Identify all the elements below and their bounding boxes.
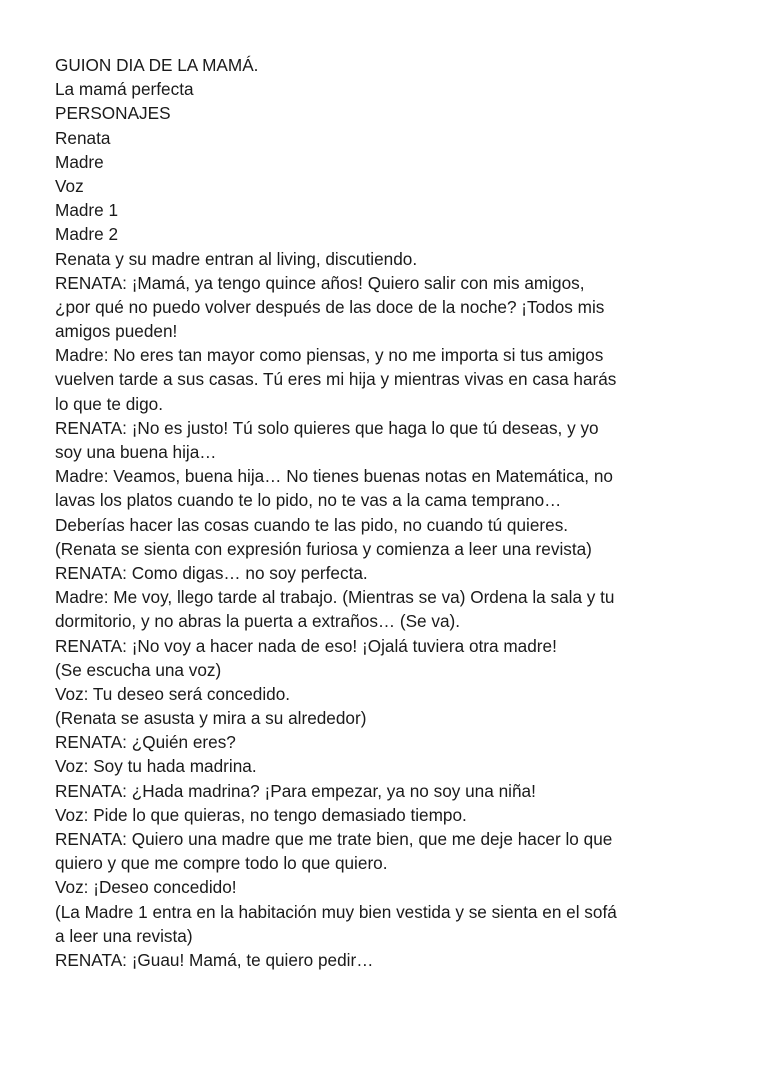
text-line: (Se escucha una voz) — [55, 659, 222, 680]
text-line: Renata — [55, 127, 111, 148]
text-line: quiero y que me compre todo lo que quiero. — [55, 853, 388, 874]
text-line: RENATA: Quiero una madre que me trate bien, que me deje hacer lo que — [55, 829, 613, 849]
text-line: RENATA: ¡Mamá, ya tengo quince años! Quiero salir con mis amigos, — [55, 272, 585, 293]
text-line: (Renata se asusta y mira a su alrededor) — [55, 708, 367, 729]
text-line: Madre 1 — [55, 200, 119, 221]
text-line: Voz: Tu deseo será concedido. — [55, 683, 291, 704]
text-line: ¿por qué no puedo volver después de las doce de la noche? ¡Todos mis — [55, 296, 605, 317]
text-line: RENATA: ¿Quién eres? — [55, 732, 236, 753]
text-line: soy una buena hija… — [55, 442, 217, 462]
text-line: RENATA: ¡Guau! Mamá, te quiero pedir… — [55, 949, 374, 970]
text-line: Voz — [55, 175, 84, 196]
text-line: Voz: Soy tu hada madrina. — [55, 756, 257, 777]
text-line: Renata y su madre entran al living, discutiendo. — [55, 248, 418, 269]
text-line: La mamá perfecta — [55, 79, 194, 100]
text-line: Madre: Me voy, llego tarde al trabajo. (Mientras se va) Ordena la sala y tu — [55, 587, 615, 608]
text-line: Deberías hacer las cosas cuando te las pido, no cuando tú quieres. — [55, 514, 569, 535]
text-line: RENATA: Como digas… no soy perfecta. — [55, 562, 368, 583]
text-line: RENATA: ¡No voy a hacer nada de eso! ¡Ojalá tuviera otra madre! — [55, 635, 557, 656]
text-line: lo que te digo. — [55, 393, 163, 414]
text-line: Voz: ¡Deseo concedido! — [55, 877, 237, 898]
text-line: (Renata se sienta con expresión furiosa y comienza a leer una revista) — [55, 538, 592, 559]
script-text — [55, 53, 715, 972]
text-line: GUION DIA DE LA MAMÁ. — [55, 55, 259, 75]
text-line: a leer una revista) — [55, 925, 193, 946]
text-line: lavas los platos cuando te lo pido, no te vas a la cama temprano… — [55, 490, 562, 511]
text-line: (La Madre 1 entra en la habitación muy bien vestida y se sienta en el sofá — [55, 901, 617, 922]
text-line: RENATA: ¿Hada madrina? ¡Para empezar, ya no soy una niña! — [55, 780, 536, 801]
text-line: Madre: Veamos, buena hija… No tienes buenas notas en Matemática, no — [55, 466, 613, 487]
text-line: dormitorio, y no abras la puerta a extraños… (Se va). — [55, 611, 461, 632]
text-line: Madre 2 — [55, 224, 119, 245]
text-line: amigos pueden! — [55, 321, 178, 342]
text-line: Madre: No eres tan mayor como piensas, y no me importa si tus amigos — [55, 345, 604, 366]
text-line: Voz: Pide lo que quieras, no tengo demasiado tiempo. — [55, 804, 467, 825]
text-line: RENATA: ¡No es justo! Tú solo quieres que haga lo que tú deseas, y yo — [55, 417, 599, 438]
text-line: Madre — [55, 151, 104, 172]
text-line: PERSONAJES — [55, 103, 171, 124]
text-line: vuelven tarde a sus casas. Tú eres mi hija y mientras vivas en casa harás — [55, 369, 617, 390]
